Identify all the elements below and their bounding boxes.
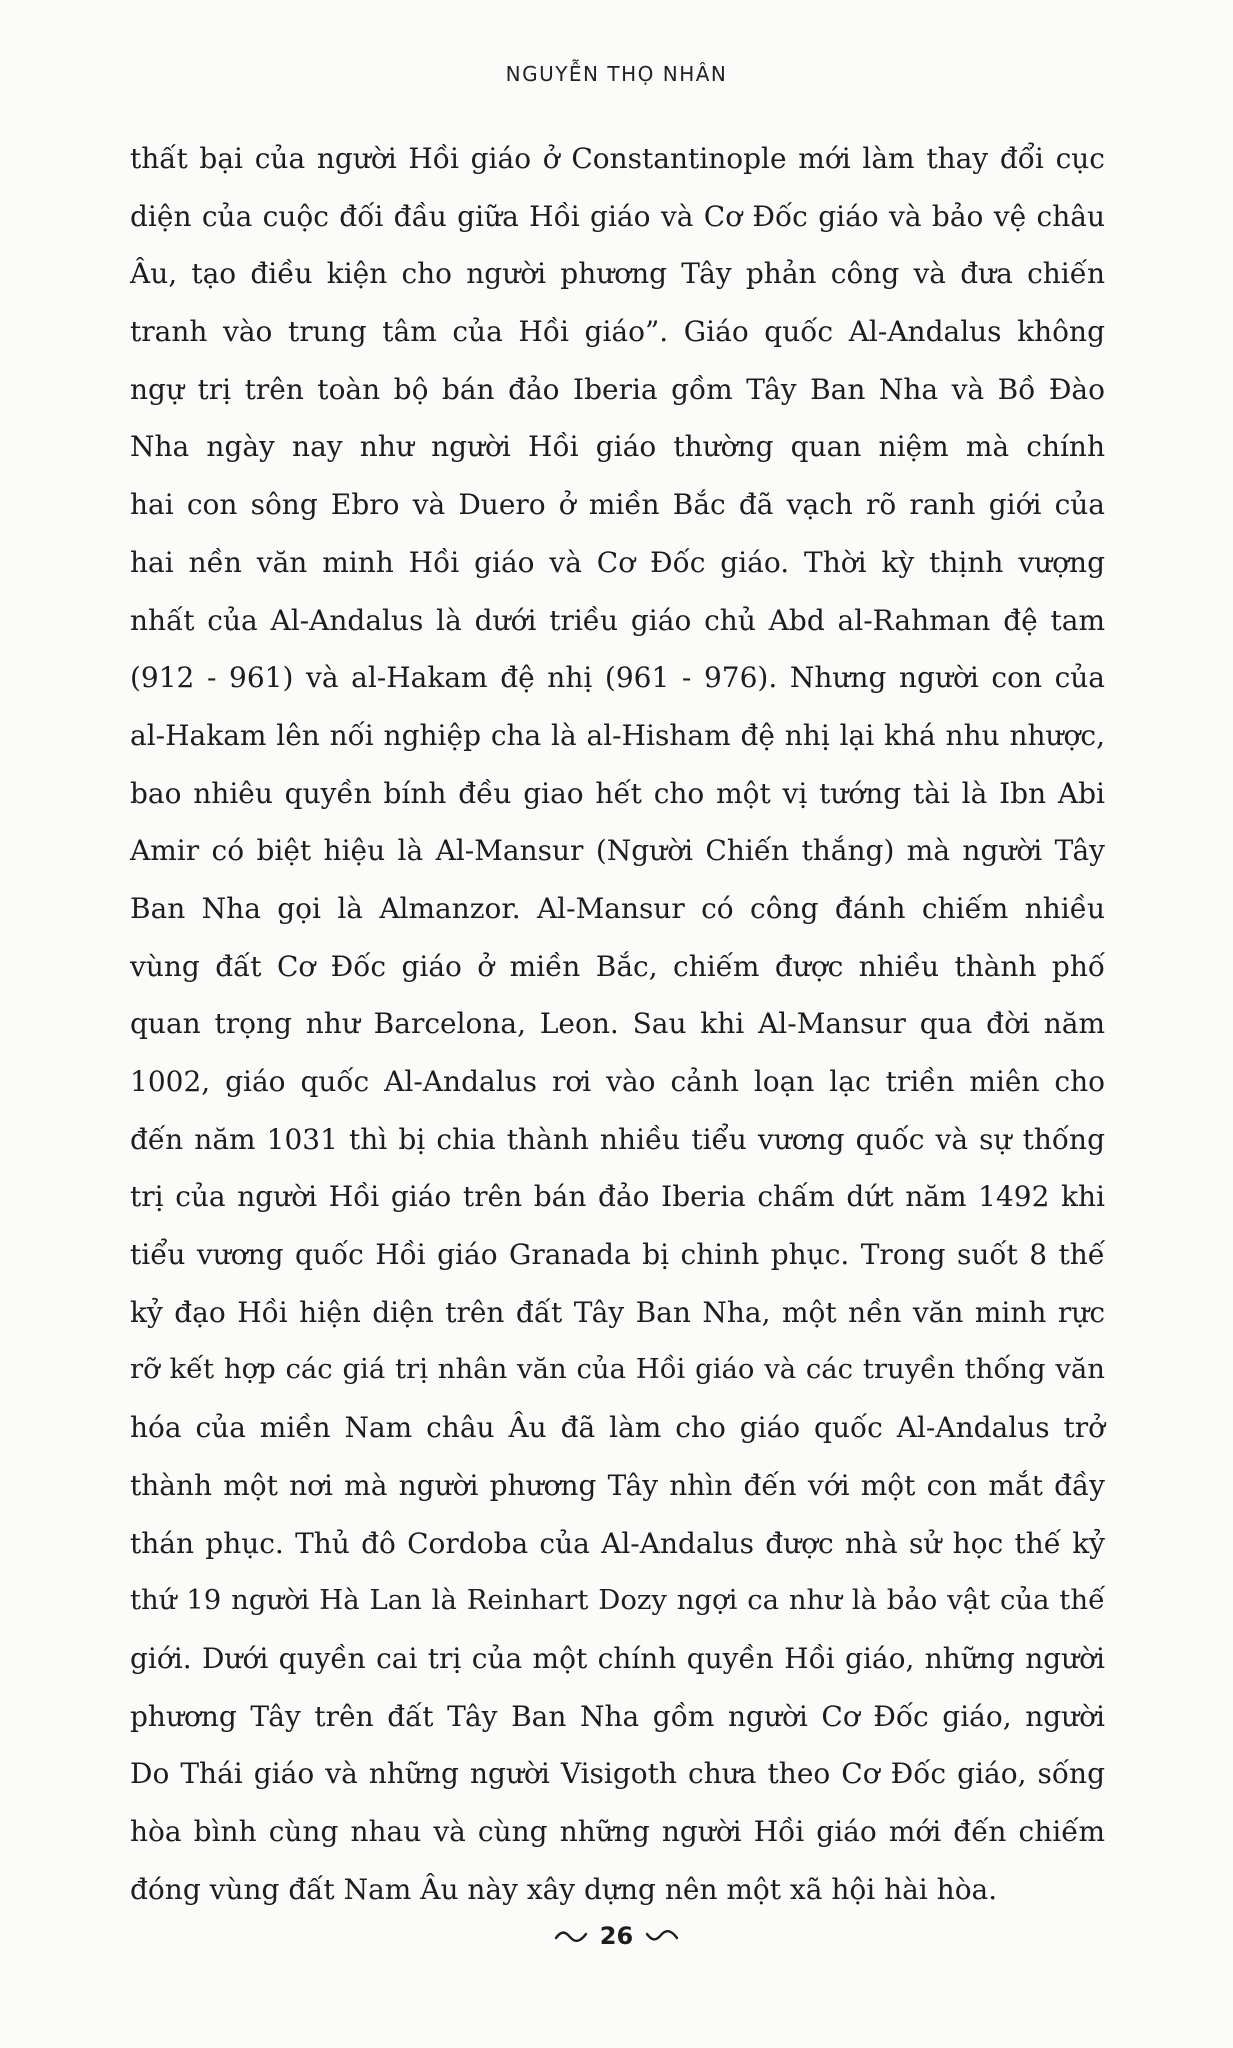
- running-head-author: NGUYỄN THỌ NHÂN: [505, 62, 728, 86]
- text-line: hóa của miền Nam châu Âu đã làm cho giáo quốc Al-Andalus trở: [130, 1411, 1105, 1445]
- text-line: diện của cuộc đối đầu giữa Hồi giáo và Cơ Đốc giáo và bảo vệ châu: [130, 199, 1105, 233]
- right-flourish-icon: [645, 1929, 679, 1943]
- text-line: giới. Dưới quyền cai trị của một chính quyền Hồi giáo, những người: [130, 1641, 1105, 1675]
- text-line: thứ 19 người Hà Lan là Reinhart Dozy ngợi ca như là bảo vật của thế: [130, 1584, 1105, 1617]
- text-line: Do Thái giáo và những người Visigoth chưa theo Cơ Đốc giáo, sống: [130, 1757, 1105, 1791]
- page-footer: [0, 1916, 1233, 1956]
- text-line: rỡ kết hợp các giá trị nhân văn của Hồi giáo và các truyền thống văn: [130, 1353, 1105, 1386]
- text-line: đóng vùng đất Nam Âu này xây dựng nên một xã hội hài hòa.: [130, 1872, 998, 1906]
- text-line: quan trọng như Barcelona, Leon. Sau khi Al-Mansur qua đời năm: [130, 1007, 1105, 1041]
- text-line: thán phục. Thủ đô Cordoba của Al-Andalus được nhà sử học thế kỷ: [130, 1526, 1105, 1560]
- text-line: Ban Nha gọi là Almanzor. Al-Mansur có công đánh chiếm nhiều: [130, 891, 1105, 925]
- text-line: đến năm 1031 thì bị chia thành nhiều tiểu vương quốc và sự thống: [130, 1122, 1105, 1156]
- text-line: al-Hakam lên nối nghiệp cha là al-Hisham đệ nhị lại khá nhu nhược,: [130, 718, 1105, 752]
- text-line: Âu, tạo điều kiện cho người phương Tây phản công và đưa chiến: [130, 257, 1105, 291]
- text-line: tiểu vương quốc Hồi giáo Granada bị chinh phục. Trong suốt 8 thế: [130, 1238, 1105, 1272]
- page-number: 26: [599, 1922, 634, 1950]
- text-line: hai con sông Ebro và Duero ở miền Bắc đã vạch rõ ranh giới của: [130, 488, 1105, 522]
- text-line: kỷ đạo Hồi hiện diện trên đất Tây Ban Nha, một nền văn minh rực: [130, 1295, 1105, 1329]
- text-line: Nha ngày nay như người Hồi giáo thường quan niệm mà chính: [130, 430, 1105, 464]
- text-line: phương Tây trên đất Tây Ban Nha gồm người Cơ Đốc giáo, người: [130, 1699, 1105, 1733]
- text-line: 1002, giáo quốc Al-Andalus rơi vào cảnh loạn lạc triền miên cho: [130, 1065, 1105, 1098]
- text-line: bao nhiêu quyền bính đều giao hết cho một vị tướng tài là Ibn Abi: [130, 776, 1105, 810]
- text-line: thất bại của người Hồi giáo ở Constantinople mới làm thay đổi cục: [130, 142, 1105, 175]
- text-line: hai nền văn minh Hồi giáo và Cơ Đốc giáo. Thời kỳ thịnh vượng: [130, 545, 1105, 579]
- text-line: (912 - 961) và al-Hakam đệ nhị (961 - 976). Nhưng người con của: [130, 661, 1105, 695]
- body-paragraph: [130, 130, 1105, 1918]
- text-line: Amir có biệt hiệu là Al-Mansur (Người Chiến thắng) mà người Tây: [130, 834, 1105, 868]
- text-line: vùng đất Cơ Đốc giáo ở miền Bắc, chiếm được nhiều thành phố: [130, 949, 1105, 983]
- text-line: hòa bình cùng nhau và cùng những người Hồi giáo mới đến chiếm: [130, 1814, 1105, 1848]
- text-line: thành một nơi mà người phương Tây nhìn đến với một con mắt đầy: [130, 1468, 1105, 1502]
- left-flourish-icon: [554, 1929, 588, 1943]
- text-line: ngự trị trên toàn bộ bán đảo Iberia gồm Tây Ban Nha và Bồ Đào: [130, 372, 1105, 406]
- text-line: trị của người Hồi giáo trên bán đảo Iberia chấm dứt năm 1492 khi: [130, 1180, 1105, 1214]
- text-line: tranh vào trung tâm của Hồi giáo”. Giáo quốc Al-Andalus không: [130, 315, 1105, 349]
- text-line: nhất của Al-Andalus là dưới triều giáo chủ Abd al-Rahman đệ tam: [130, 603, 1105, 637]
